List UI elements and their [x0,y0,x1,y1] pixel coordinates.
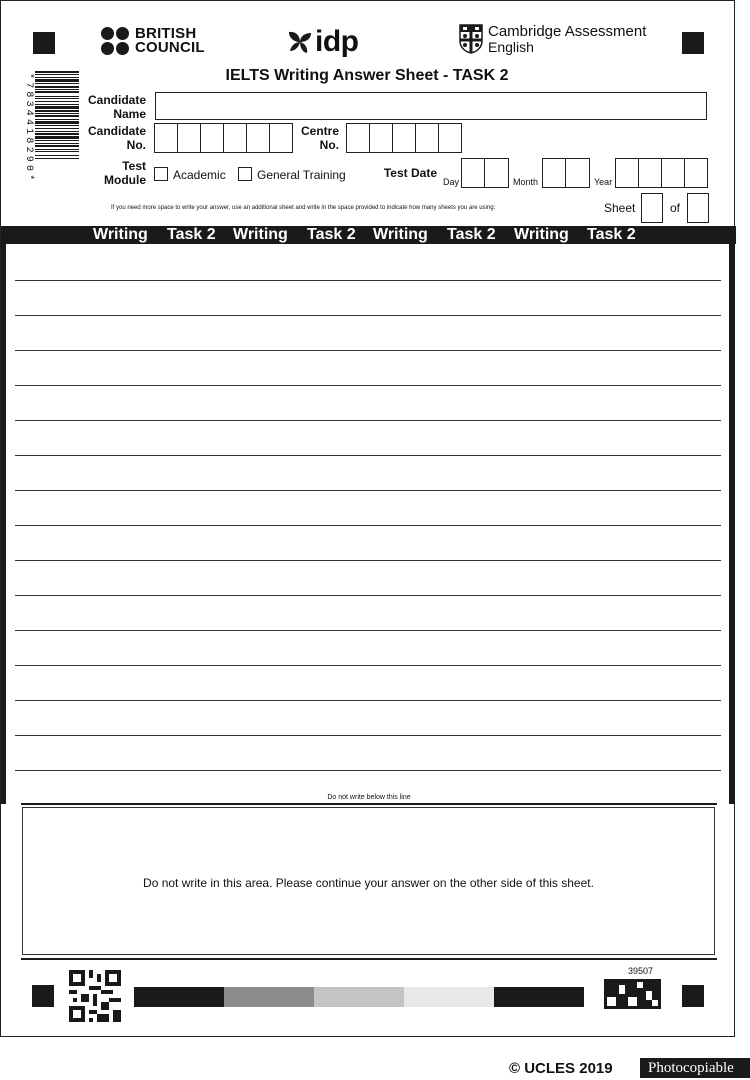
candidate-no-field[interactable] [154,123,293,153]
barcode-stripe [35,121,79,124]
barcode-stripe [35,143,79,144]
examiner-area-text: Do not write in this area. Please continue your answer on the other side of this sheet. [143,876,594,890]
answer-line [15,280,721,281]
barcode [35,71,79,221]
copyright-notice: © UCLES 2019 [509,1060,613,1077]
form-code: 39507 [628,966,654,976]
year-field[interactable] [615,158,708,188]
answer-line [15,455,721,456]
registration-mark [682,985,704,1007]
barcode-stripe [35,104,79,105]
day-label: Day [443,177,460,187]
candidate-name-field[interactable] [155,92,707,120]
sheet-title: IELTS Writing Answer Sheet - TASK 2 [225,67,509,84]
barcode-digits: *7834418290* [23,73,34,184]
year-label: Year [594,177,613,187]
day-field[interactable] [461,158,509,188]
additional-sheet-note: If you need more space to write your answer, use an additional sheet and write in the space provided to indicate how many sheets you are using: [111,205,496,211]
answer-line [15,350,721,351]
total-sheets-field[interactable] [687,193,709,223]
barcode-stripe [35,91,79,93]
barcode-stripe [35,131,79,132]
answer-line [15,490,721,491]
barcode-stripe [35,136,79,139]
academic-label: Academic [173,168,226,182]
barcode-stripe [35,89,79,90]
barcode-stripe [35,101,79,102]
idp-leaf-icon [287,29,313,55]
task-banner-word: Task 2 [167,226,216,243]
barcode-stripe [35,110,79,112]
answer-line [15,315,721,316]
barcode-stripe [35,106,79,109]
grey-scale-swatch [134,987,224,1007]
test-date-label: Test Date [383,166,437,180]
month-label: Month [513,177,539,187]
barcode-stripe [35,140,79,141]
british-council-dots-icon [101,27,129,55]
academic-checkbox[interactable] [154,167,168,181]
barcode-stripe [35,98,79,99]
idp-logo: idp [287,25,359,59]
barcode-stripe [35,155,79,156]
barcode-stripe [35,96,79,97]
answer-line [15,700,721,701]
answer-line [15,560,721,561]
answer-line [15,665,721,666]
answer-line [15,770,721,771]
candidate-name-label: Candidate Name [87,93,146,121]
qr-code-icon [69,970,121,1022]
registration-mark [33,32,55,54]
grey-scale-swatch [224,987,314,1007]
answer-line [15,420,721,421]
british-council-logo: BRITISH COUNCIL [101,27,205,55]
barcode-stripe [35,125,79,126]
barcode-stripe [35,133,79,135]
answer-line [15,385,721,386]
barcode-stripe [35,151,79,152]
answer-line [15,525,721,526]
tile-code-icon [604,979,661,1009]
task-banner-word: Task 2 [307,226,356,243]
of-label: of [670,201,681,215]
registration-mark [682,32,704,54]
month-field[interactable] [542,158,590,188]
cambridge-logo: Cambridge Assessment English [459,24,646,55]
grey-scale-swatch [494,987,584,1007]
barcode-stripe [35,113,79,114]
grey-scale-swatch [404,987,494,1007]
answer-line [15,630,721,631]
barcode-stripe [35,79,79,82]
test-module-label: Test Module [104,159,146,187]
barcode-stripe [35,145,79,147]
answer-area-border-right [729,244,735,804]
task-banner-word: Writing [93,226,148,243]
task-banner-word: Writing [373,226,428,243]
divider-line [21,958,717,960]
barcode-stripe [35,71,79,73]
barcode-stripe [35,149,79,150]
barcode-stripe [35,74,79,75]
barcode-stripe [35,77,79,78]
barcode-stripe [35,128,79,129]
general-training-checkbox[interactable] [238,167,252,181]
barcode-stripe [35,119,79,120]
answer-writing-area[interactable] [15,244,721,784]
do-not-write-line-label: Do not write below this line [327,794,411,801]
grey-scale-swatch [314,987,404,1007]
task-banner [1,226,736,244]
task-banner-word: Writing [233,226,288,243]
sheet-number-field[interactable] [641,193,663,223]
task-banner-word: Task 2 [447,226,496,243]
barcode-stripe [35,83,79,84]
general-training-label: General Training [257,168,346,182]
registration-mark [32,985,54,1007]
photocopiable-badge: Photocopiable [640,1058,750,1078]
task-banner-word: Writing [514,226,569,243]
examiner-area [22,807,715,955]
barcode-stripe [35,115,79,117]
grey-scale-calibration-bar [134,987,584,1007]
centre-no-field[interactable] [346,123,462,153]
cambridge-shield-icon [459,24,483,54]
barcode-stripe [35,86,79,88]
barcode-stripe [35,158,79,159]
divider-line [21,803,717,805]
candidate-no-label: Candidate No. [87,124,146,152]
answer-line [15,595,721,596]
centre-no-label: Centre No. [300,124,339,152]
answer-line [15,735,721,736]
task-banner-word: Task 2 [587,226,636,243]
answer-area-border-left [1,244,6,804]
sheet-label: Sheet [604,201,636,215]
